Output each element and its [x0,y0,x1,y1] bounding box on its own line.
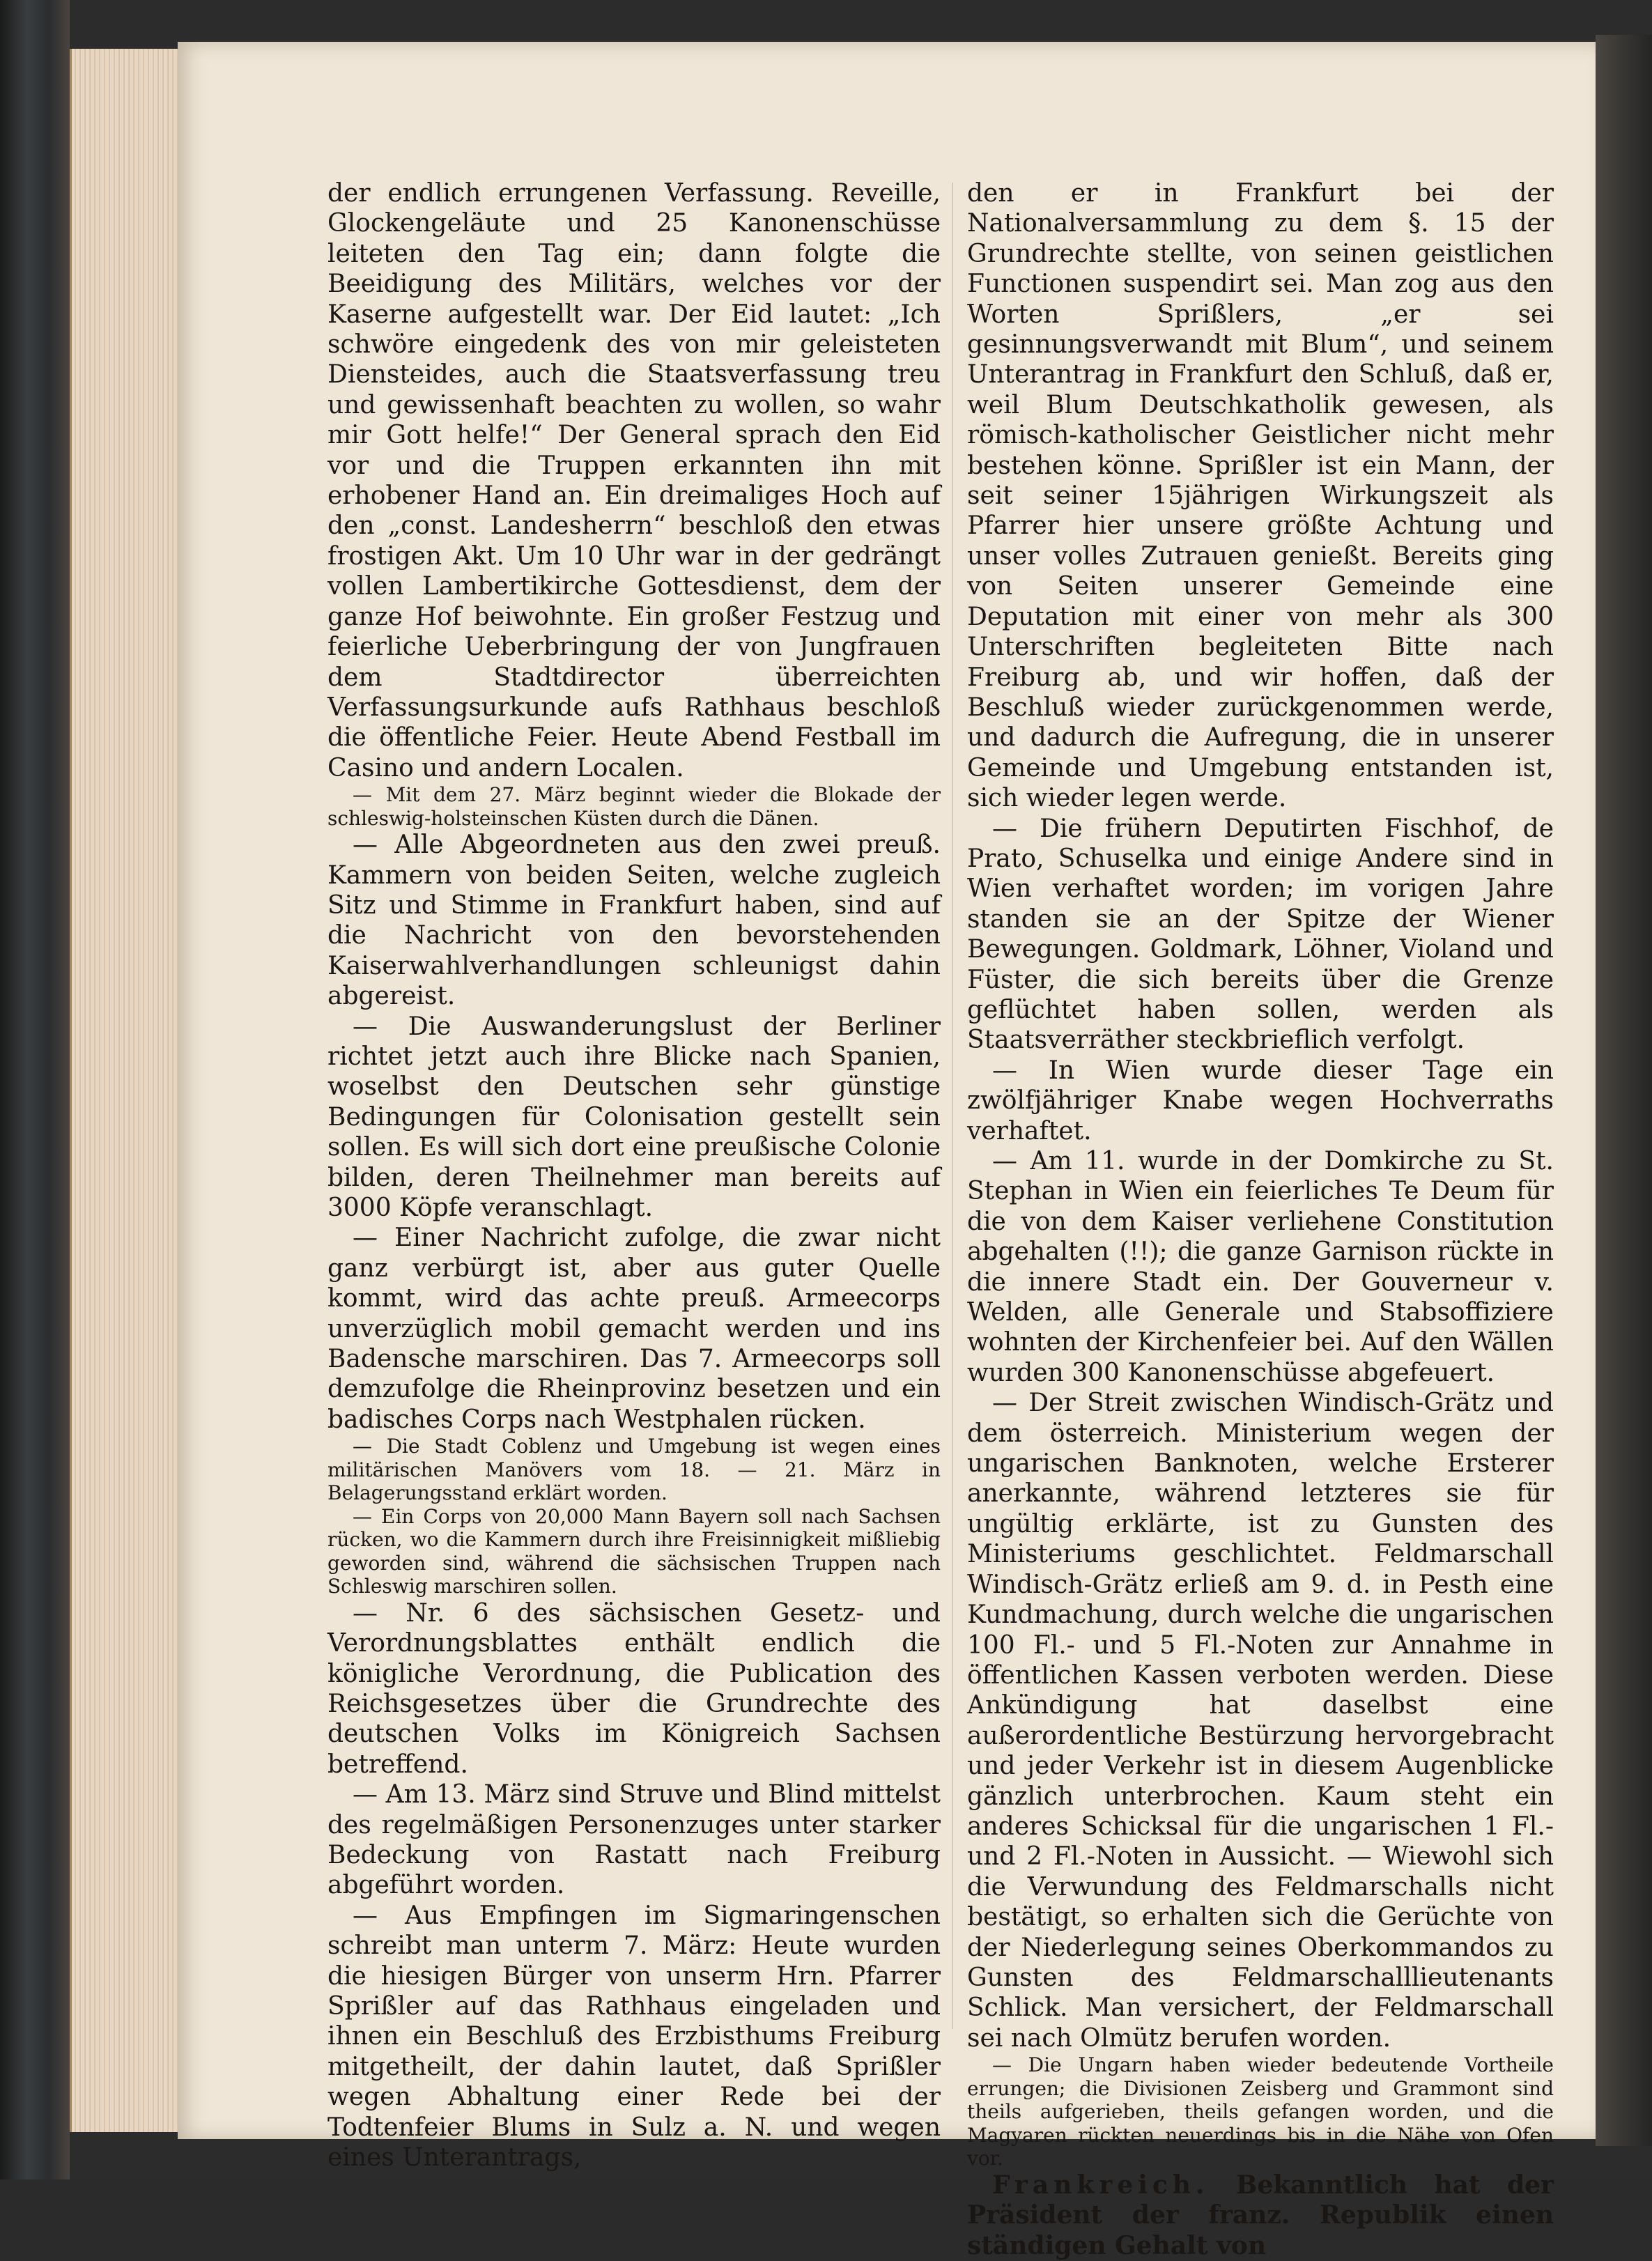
paragraph: — Nr. 6 des sächsischen Gesetz- und Verordnungsblattes enthält endlich die königliche Verordnung, die Publication des Reichsgesetzes über die Grundrechte des deutschen Volks im Königreich Sachsen betreffend. [327,1598,941,1779]
left-column [327,178,941,2173]
paragraph: — Am 11. wurde in der Domkirche zu St. Stephan in Wien ein feierliches Te Deum für die von dem Kaiser verliehene Constitution abgehalten (!!); die ganze Garnison rückte in die innere Stadt ein. Der Gouverneur v. Welden, alle Generale und Stabsoffiziere wohnten der Kirchenfeier bei. Auf den Wällen wurden 300 Kanonenschüsse abgefeuert. [967,1147,1554,1387]
paragraph: — Aus Empfingen im Sigmaringenschen schreibt man unterm 7. März: Heute wurden die hiesigen Bürger von unserm Hrn. Pfarrer Sprißler auf das Rathhaus eingeladen und ihnen ein Beschluß des Erzbisthums Freiburg mitgetheilt, der dahin lautet, daß Sprißler wegen Abhaltung einer Rede bei der Todtenfeier Blums in Sulz a. N. und wegen eines Unterantrags, [327,1901,941,2173]
paragraph: — Die frühern Deputirten Fischhof, de Prato, Schuselka und einige Andere sind in Wien verhaftet worden; im vorigen Jahre standen sie an der Spitze der Wiener Bewegungen. Goldmark, Löhner, Violand und Füster, die sich bereits über die Grenze geflüchtet haben sollen, werden als Staatsverräther steckbrieflich verfolgt. [967,814,1554,1055]
right-shadow [1596,35,1652,2146]
paragraph: — Die Ungarn haben wieder bedeutende Vortheile errungen; die Divisionen Zeisberg und Grammont sind theils aufgerieben, theils gefangen worden, und die Magyaren rückten neuerdings bis in die Nähe von Ofen vor. [967,2053,1554,2170]
section-heading: Frankreich. [992,2170,1210,2200]
page-edges [70,49,183,2132]
paragraph: — Am 13. März sind Struve und Blind mittelst des regelmäßigen Personenzuges unter starker Bedeckung von Rastatt nach Freiburg abgeführt worden. [327,1780,941,1900]
paragraph: — In Wien wurde dieser Tage ein zwölfjähriger Knabe wegen Hochverraths verhaftet. [967,1056,1554,1145]
paragraph: — Ein Corps von 20,000 Mann Bayern soll nach Sachsen rücken, wo die Kammern durch ihre Freisinnigkeit mißliebig geworden sind, während die sächsischen Truppen nach Schleswig marschiren sollen. [327,1504,941,1598]
paragraph: — Alle Abgeordneten aus den zwei preuß. Kammern von beiden Seiten, welche zugleich Sitz und Stimme in Frankfurt haben, sind auf die Nachricht von den bevorstehenden Kaiserwahlverhandlungen schleunigst dahin abgereist. [327,831,941,1011]
book-binding [0,0,70,2179]
column-divider [952,183,953,2029]
paragraph: — Einer Nachricht zufolge, die zwar nicht ganz verbürgt ist, aber aus guter Quelle kommt, wird das achte preuß. Armeecorps unverzüglich mobil gemacht werden und ins Badensche marschiren. Das 7. Armeecorps soll demzufolge die Rheinprovinz besetzen und ein badisches Corps nach Westphalen rücken. [327,1224,941,1434]
paragraph: — Die Auswanderungslust der Berliner richtet jetzt auch ihre Blicke nach Spanien, woselbst den Deutschen sehr günstige Bedingungen für Colonisation gestellt sein sollen. Es will sich dort eine preußische Colonie bilden, deren Theilnehmer man bereits auf 3000 Köpfe veranschlagt. [327,1012,941,1222]
paragraph-frankreich [967,2170,1554,2261]
paragraph: — Mit dem 27. März beginnt wieder die Blokade der schleswig-holsteinschen Küsten durch die Dänen. [327,783,941,830]
paragraph: der endlich errungenen Verfassung. Reveille, Glockengeläute und 25 Kanonenschüsse leiteten den Tag ein; dann folgte die Beeidigung des Militärs, welches vor der Kaserne aufgestellt war. Der Eid lautet: „Ich schwöre eingedenk des von mir geleisteten Diensteides, auch die Staatsverfassung treu und gewissenhaft beachten zu wollen, so wahr mir Gott helfe!“ Der General sprach den Eid vor und die Truppen erkannten ihn mit erhobener Hand an. Ein dreimaliges Hoch auf den „const. Landesherrn“ beschloß den etwas frostigen Akt. Um 10 Uhr war in der gedrängt vollen Lambertikirche Gottesdienst, dem der ganze Hof beiwohnte. Ein großer Festzug und feierliche Ueberbringung der von Jungfrauen dem Stadtdirector überreichten Verfassungsurkunde aufs Rathhaus beschloß die öffentliche Feier. Heute Abend Festball im Casino und andern Localen. [327,179,941,782]
paragraph: — Der Streit zwischen Windisch-Grätz und dem österreich. Ministerium wegen der ungarischen Banknoten, welche Ersterer anerkannte, während letzteres sie für ungültig erklärte, ist zu Gunsten des Ministeriums geschlichtet. Feldmarschall Windisch-Grätz erließ am 9. d. in Pesth eine Kundmachung, durch welche die ungarischen 100 Fl.- und 5 Fl.-Noten zur Annahme in öffentlichen Kassen verboten werden. Diese Ankündigung hat daselbst eine außerordentliche Bestürzung hervorgebracht und jeder Verkehr ist in diesem Augenblicke gänzlich unterbrochen. Kaum steht ein anderes Schicksal für die ungarischen 1 Fl.- und 2 Fl.-Noten in Aussicht. — Wiewohl sich die Verwundung des Feldmarschalls nicht bestätigt, so erhalten sich die Gerüchte von der Niederlegung seines Oberkommandos zu Gunsten des Feldmarschalllieutenants Schlick. Man versichert, der Feldmarschall sei nach Olmütz berufen worden. [967,1389,1554,2053]
paragraph: den er in Frankfurt bei der Nationalversammlung zu dem §. 15 der Grundrechte stellte, von seinen geistlichen Functionen suspendirt sei. Man zog aus den Worten Sprißlers, „er sei gesinnungsverwandt mit Blum“, und seinem Unterantrag in Frankfurt den Schluß, daß er, weil Blum Deutschkatholik gewesen, als römisch-katholischer Geistlicher nicht mehr bestehen könne. Sprißler ist ein Mann, der seit seiner 15jährigen Wirkungszeit als Pfarrer hier unsere größte Achtung und unser volles Zutrauen genießt. Bereits ging von Seiten unserer Gemeinde eine Deputation mit einer von mehr als 300 Unterschriften begleiteten Bitte nach Freiburg ab, und wir hoffen, daß der Beschluß wieder zurückgenommen werde, und dadurch die Aufregung, die in unserer Gemeinde und Umgebung entstanden ist, sich wieder legen werde. [967,179,1554,813]
right-column [967,178,1554,2261]
paragraph: — Die Stadt Coblenz und Umgebung ist wegen eines militärischen Manövers vom 18. — 21. März in Belagerungsstand erklärt worden. [327,1435,941,1505]
paragraph-text: Bekanntlich hat der Präsident der franz. Republik einen ständigen Gehalt von [967,2170,1554,2260]
